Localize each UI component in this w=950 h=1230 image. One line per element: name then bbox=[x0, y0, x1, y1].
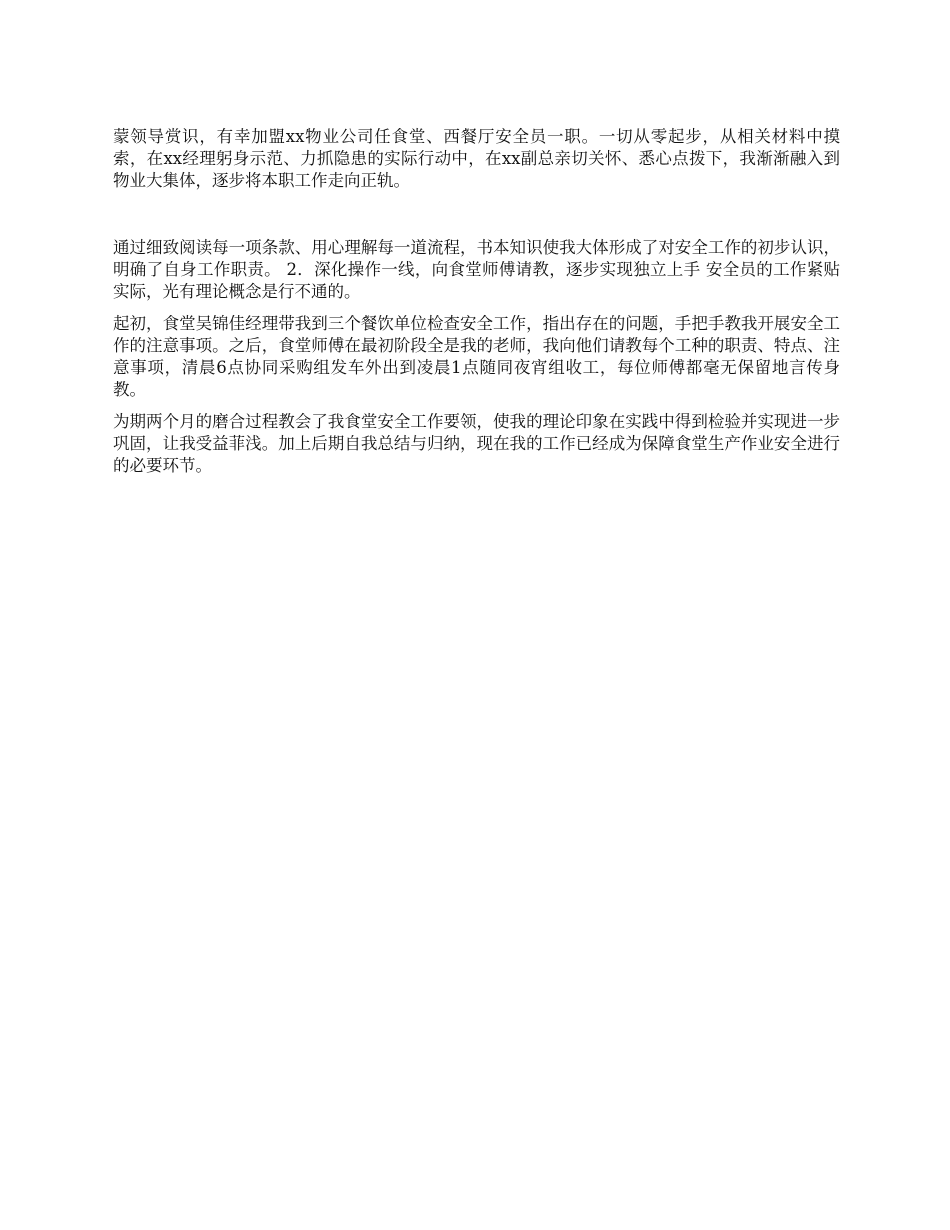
paragraph-2: 通过细致阅读每一项条款、用心理解每一道流程，书本知识使我大体形成了对安全工作的初步认识，明确了自身工作职责。 2．深化操作一线，向食堂师傅请教，逐步实现独立上手 安全员的工作紧贴实际，光有理论概念是行不通的。 bbox=[113, 238, 840, 301]
paragraph-4: 为期两个月的磨合过程教会了我食堂安全工作要领，使我的理论印象在实践中得到检验并实现进一步巩固，让我受益菲浅。加上后期自我总结与归纳，现在我的工作已经成为保障食堂生产作业安全进行的必要环节。 bbox=[113, 412, 840, 475]
paragraph-1: 蒙领导赏识，有幸加盟xx物业公司任食堂、西餐厅安全员一职。一切从零起步，从相关材料中摸索，在xx经理躬身示范、力抓隐患的实际行动中，在xx副总亲切关怀、悉心点拨下，我渐渐融入到物业大集体，逐步将本职工作走向正轨。 bbox=[113, 127, 840, 190]
paragraph-3: 起初，食堂吴锦佳经理带我到三个餐饮单位检查安全工作，指出存在的问题，手把手教我开展安全工作的注意事项。之后，食堂师傅在最初阶段全是我的老师，我向他们请教每个工种的职责、特点、注意事项，清晨6点协同采购组发车外出到凌晨1点随同夜宵组收工，每位师傅都毫无保留地言传身教。 bbox=[113, 314, 840, 399]
document-body bbox=[113, 126, 840, 477]
